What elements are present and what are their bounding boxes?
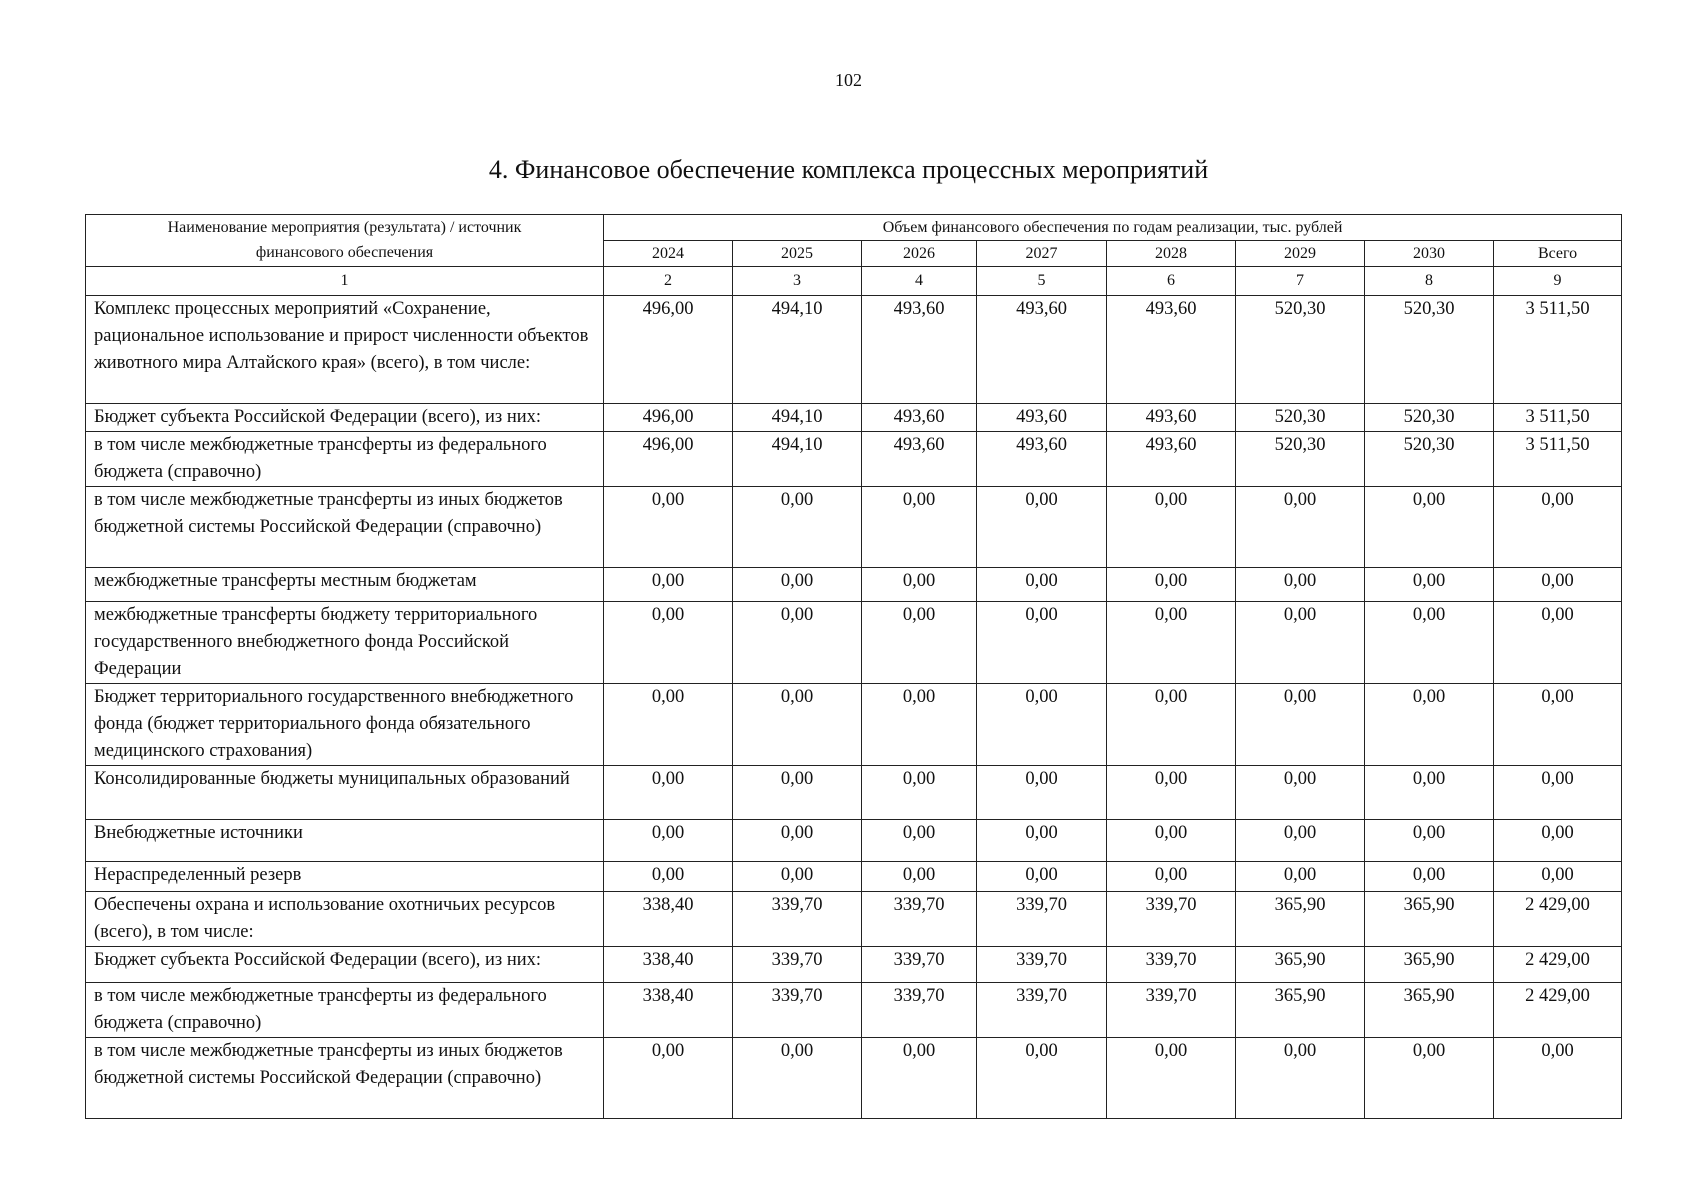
row-value-cell: 0,00 — [1107, 766, 1236, 820]
page-title: 4. Финансовое обеспечение комплекса процессных мероприятий — [488, 155, 1209, 184]
row-value-cell: 339,70 — [1107, 947, 1236, 983]
row-value-cell: 493,60 — [977, 432, 1107, 487]
row-total-cell: 0,00 — [1494, 684, 1622, 766]
row-value-cell: 0,00 — [977, 487, 1107, 568]
row-name-cell: межбюджетные трансферты бюджету территориального государственного внебюджетного фонда Российской Федерации — [86, 602, 604, 684]
row-value-cell: 0,00 — [1365, 487, 1494, 568]
header-name-cell: Наименование мероприятия (результата) / источник финансового обеспечения — [86, 215, 604, 267]
row-total-cell: 3 511,50 — [1494, 432, 1622, 487]
row-value-cell: 0,00 — [1236, 487, 1365, 568]
row-value-cell: 0,00 — [977, 862, 1107, 892]
row-value-cell: 0,00 — [1236, 820, 1365, 862]
row-name-cell: Бюджет территориального государственного внебюджетного фонда (бюджет территориального фонда обязательного медицинского страхования) — [86, 684, 604, 766]
row-value-cell: 365,90 — [1365, 947, 1494, 983]
row-total-cell: 0,00 — [1494, 602, 1622, 684]
row-name-cell: межбюджетные трансферты местным бюджетам — [86, 568, 604, 602]
column-number: 2 — [604, 267, 733, 296]
row-name-cell: Внебюджетные источники — [86, 820, 604, 862]
row-value-cell: 0,00 — [1107, 602, 1236, 684]
row-name-cell: в том числе межбюджетные трансферты из иных бюджетов бюджетной системы Российской Федерации (справочно) — [86, 1038, 604, 1119]
row-total-cell: 0,00 — [1494, 766, 1622, 820]
row-value-cell: 0,00 — [1365, 820, 1494, 862]
row-value-cell: 0,00 — [1365, 568, 1494, 602]
row-total-cell: 2 429,00 — [1494, 892, 1622, 947]
column-number: 1 — [86, 267, 604, 296]
row-value-cell: 0,00 — [604, 602, 733, 684]
row-value-cell: 0,00 — [862, 568, 977, 602]
row-value-cell: 0,00 — [733, 602, 862, 684]
column-number: 7 — [1236, 267, 1365, 296]
row-value-cell: 0,00 — [733, 1038, 862, 1119]
row-value-cell: 493,60 — [862, 404, 977, 432]
row-value-cell: 493,60 — [862, 432, 977, 487]
table-row — [86, 684, 1622, 766]
row-value-cell: 0,00 — [733, 862, 862, 892]
row-name-cell: в том числе межбюджетные трансферты из иных бюджетов бюджетной системы Российской Федерации (справочно) — [86, 487, 604, 568]
row-value-cell: 496,00 — [604, 296, 733, 404]
table-row — [86, 1038, 1622, 1119]
header-year: 2026 — [862, 241, 977, 267]
row-value-cell: 339,70 — [977, 947, 1107, 983]
row-value-cell: 0,00 — [862, 487, 977, 568]
table-row — [86, 404, 1622, 432]
row-value-cell: 0,00 — [1236, 568, 1365, 602]
row-value-cell: 494,10 — [733, 404, 862, 432]
row-value-cell: 0,00 — [862, 684, 977, 766]
row-value-cell: 339,70 — [862, 983, 977, 1038]
row-value-cell: 0,00 — [604, 862, 733, 892]
financial-table — [85, 214, 1622, 1119]
column-number: 4 — [862, 267, 977, 296]
row-value-cell: 365,90 — [1236, 892, 1365, 947]
row-value-cell: 0,00 — [1107, 1038, 1236, 1119]
row-value-cell: 0,00 — [977, 766, 1107, 820]
column-number: 3 — [733, 267, 862, 296]
header-volume-cell: Объем финансового обеспечения по годам реализации, тыс. рублей — [604, 215, 1622, 241]
row-name-cell: в том числе межбюджетные трансферты из федерального бюджета (справочно) — [86, 432, 604, 487]
row-value-cell: 0,00 — [733, 766, 862, 820]
row-value-cell: 0,00 — [604, 1038, 733, 1119]
table-row — [86, 602, 1622, 684]
table-body — [86, 296, 1622, 1119]
row-value-cell: 0,00 — [1236, 1038, 1365, 1119]
table-row — [86, 862, 1622, 892]
row-value-cell: 0,00 — [862, 766, 977, 820]
table-row — [86, 432, 1622, 487]
row-value-cell: 0,00 — [1365, 602, 1494, 684]
row-value-cell: 338,40 — [604, 892, 733, 947]
row-value-cell: 520,30 — [1236, 296, 1365, 404]
row-value-cell: 365,90 — [1365, 892, 1494, 947]
column-number: 5 — [977, 267, 1107, 296]
row-value-cell: 0,00 — [1107, 568, 1236, 602]
row-value-cell: 0,00 — [977, 1038, 1107, 1119]
row-total-cell: 0,00 — [1494, 568, 1622, 602]
row-value-cell: 0,00 — [1236, 684, 1365, 766]
row-value-cell: 520,30 — [1365, 296, 1494, 404]
row-value-cell: 0,00 — [733, 684, 862, 766]
row-value-cell: 0,00 — [977, 568, 1107, 602]
row-value-cell: 0,00 — [977, 820, 1107, 862]
row-value-cell: 339,70 — [977, 892, 1107, 947]
row-total-cell: 3 511,50 — [1494, 296, 1622, 404]
row-value-cell: 0,00 — [1365, 684, 1494, 766]
table-row — [86, 296, 1622, 404]
column-number: 9 — [1494, 267, 1622, 296]
row-value-cell: 339,70 — [1107, 892, 1236, 947]
row-value-cell: 338,40 — [604, 983, 733, 1038]
row-value-cell: 339,70 — [977, 983, 1107, 1038]
row-value-cell: 338,40 — [604, 947, 733, 983]
row-value-cell: 493,60 — [977, 296, 1107, 404]
row-total-cell: 0,00 — [1494, 487, 1622, 568]
column-number-row — [86, 267, 1622, 296]
row-value-cell: 0,00 — [1107, 684, 1236, 766]
row-name-cell: Обеспечены охрана и использование охотничьих ресурсов (всего), в том числе: — [86, 892, 604, 947]
row-value-cell: 365,90 — [1236, 983, 1365, 1038]
row-total-cell: 0,00 — [1494, 862, 1622, 892]
row-name-cell: Бюджет субъекта Российской Федерации (всего), из них: — [86, 947, 604, 983]
row-name-cell: Бюджет субъекта Российской Федерации (всего), из них: — [86, 404, 604, 432]
row-value-cell: 0,00 — [1365, 862, 1494, 892]
row-value-cell: 0,00 — [1236, 862, 1365, 892]
row-value-cell: 496,00 — [604, 404, 733, 432]
header-year: 2030 — [1365, 241, 1494, 267]
row-value-cell: 493,60 — [862, 296, 977, 404]
row-value-cell: 0,00 — [1107, 820, 1236, 862]
row-value-cell: 0,00 — [604, 568, 733, 602]
row-name-cell: в том числе межбюджетные трансферты из федерального бюджета (справочно) — [86, 983, 604, 1038]
row-value-cell: 520,30 — [1365, 432, 1494, 487]
row-value-cell: 365,90 — [1365, 983, 1494, 1038]
table-row — [86, 820, 1622, 862]
row-value-cell: 494,10 — [733, 296, 862, 404]
row-value-cell: 0,00 — [1107, 862, 1236, 892]
row-value-cell: 0,00 — [1365, 1038, 1494, 1119]
table-row — [86, 892, 1622, 947]
row-total-cell: 2 429,00 — [1494, 947, 1622, 983]
row-value-cell: 0,00 — [862, 602, 977, 684]
row-value-cell: 0,00 — [604, 820, 733, 862]
row-value-cell: 0,00 — [1236, 766, 1365, 820]
row-value-cell: 520,30 — [1236, 432, 1365, 487]
row-value-cell: 0,00 — [733, 487, 862, 568]
row-total-cell: 0,00 — [1494, 1038, 1622, 1119]
row-value-cell: 0,00 — [1107, 487, 1236, 568]
row-name-cell: Комплекс процессных мероприятий «Сохранение, рациональное использование и прирост численности объектов животного мира Алтайского края» (всего), в том числе: — [86, 296, 604, 404]
header-year: 2027 — [977, 241, 1107, 267]
row-value-cell: 339,70 — [733, 947, 862, 983]
header-year: 2024 — [604, 241, 733, 267]
row-value-cell: 0,00 — [977, 684, 1107, 766]
row-value-cell: 0,00 — [1236, 602, 1365, 684]
row-value-cell: 0,00 — [862, 862, 977, 892]
row-value-cell: 339,70 — [733, 983, 862, 1038]
row-value-cell: 0,00 — [604, 684, 733, 766]
row-value-cell: 493,60 — [1107, 296, 1236, 404]
row-value-cell: 339,70 — [862, 892, 977, 947]
row-name-cell: Консолидированные бюджеты муниципальных образований — [86, 766, 604, 820]
row-value-cell: 339,70 — [733, 892, 862, 947]
row-value-cell: 0,00 — [862, 820, 977, 862]
row-name-cell: Нераспределенный резерв — [86, 862, 604, 892]
row-value-cell: 493,60 — [1107, 404, 1236, 432]
column-number: 8 — [1365, 267, 1494, 296]
table-row — [86, 487, 1622, 568]
page-number: 102 — [835, 70, 862, 90]
row-value-cell: 0,00 — [1365, 766, 1494, 820]
row-value-cell: 0,00 — [977, 602, 1107, 684]
row-value-cell: 520,30 — [1365, 404, 1494, 432]
row-value-cell: 0,00 — [862, 1038, 977, 1119]
table-row — [86, 766, 1622, 820]
row-total-cell: 3 511,50 — [1494, 404, 1622, 432]
row-total-cell: 2 429,00 — [1494, 983, 1622, 1038]
row-value-cell: 339,70 — [862, 947, 977, 983]
row-value-cell: 365,90 — [1236, 947, 1365, 983]
column-number: 6 — [1107, 267, 1236, 296]
row-value-cell: 520,30 — [1236, 404, 1365, 432]
row-value-cell: 0,00 — [733, 820, 862, 862]
header-total: Всего — [1494, 241, 1622, 267]
row-value-cell: 0,00 — [604, 766, 733, 820]
row-total-cell: 0,00 — [1494, 820, 1622, 862]
table-row — [86, 947, 1622, 983]
row-value-cell: 494,10 — [733, 432, 862, 487]
row-value-cell: 339,70 — [1107, 983, 1236, 1038]
row-value-cell: 496,00 — [604, 432, 733, 487]
row-value-cell: 0,00 — [733, 568, 862, 602]
header-year: 2025 — [733, 241, 862, 267]
table-row — [86, 983, 1622, 1038]
row-value-cell: 0,00 — [604, 487, 733, 568]
row-value-cell: 493,60 — [977, 404, 1107, 432]
row-value-cell: 493,60 — [1107, 432, 1236, 487]
header-year: 2028 — [1107, 241, 1236, 267]
table-row — [86, 568, 1622, 602]
header-year: 2029 — [1236, 241, 1365, 267]
